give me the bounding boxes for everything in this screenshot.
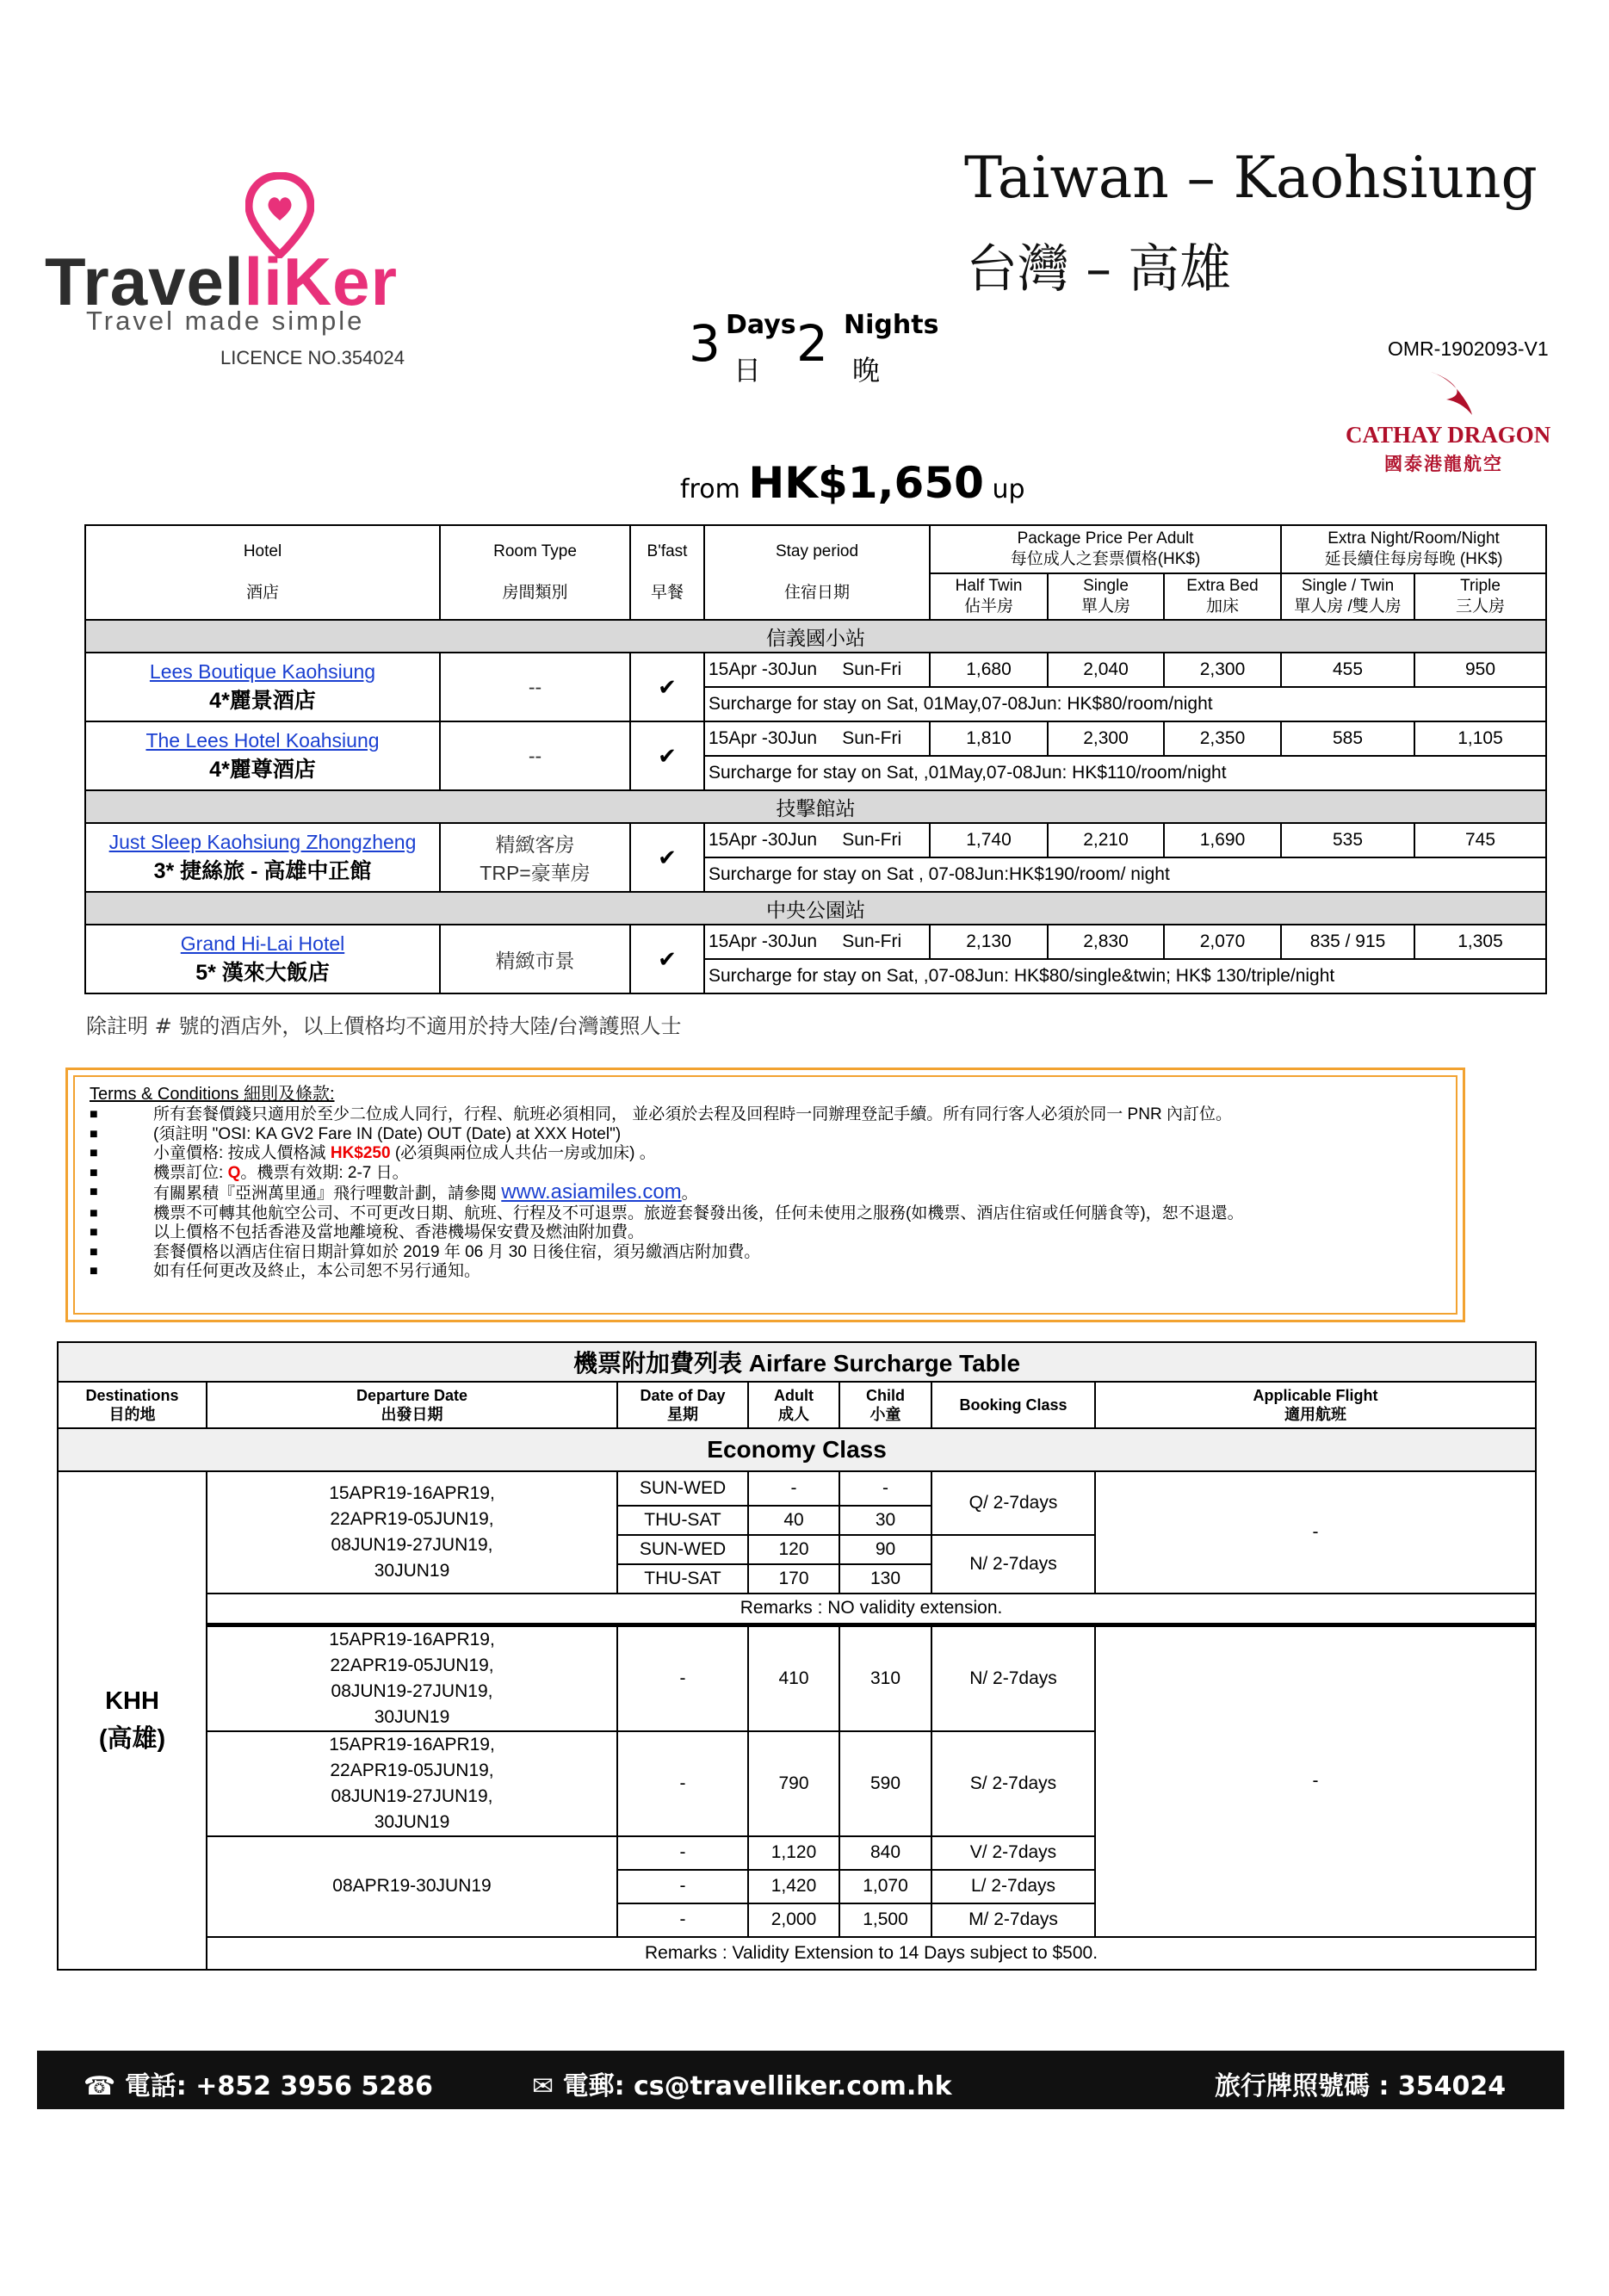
economy-class-label: Economy Class [58,1428,1536,1471]
col-room-type: Room Type 房間類別 [440,525,630,620]
room-type-cell: -- [440,721,630,790]
hotel-price-table [84,524,1547,994]
col-booking-class: Booking Class [931,1382,1095,1428]
terms-item: ■ 以上價格不包括香港及當地離境稅、香港機場保安費及燃油附加費。 [90,1223,1244,1243]
footer-phone[interactable]: ☎ 電話: +852 3956 5286 [84,2071,433,2101]
adult-fare: 120 [748,1535,839,1564]
surcharge-note: Surcharge for stay on Sat, ,01May,07-08Jun: HK$110/room/night [704,756,1546,790]
day-of-week: - [617,1836,748,1870]
adult-fare: 2,000 [748,1903,839,1937]
breakfast-check-icon: ✔ [630,925,704,993]
price-extra-bed: 2,350 [1164,721,1281,756]
child-fare: 590 [839,1731,931,1836]
nights-number: 2 [796,314,828,373]
price-extra-bed: 1,690 [1164,823,1281,857]
applicable-flight: - [1095,1625,1536,1937]
title-english: Taiwan – Kaohsiung [964,145,1538,211]
surcharge-note: Surcharge for stay on Sat , 07-08Jun:HK$190/room/ night [704,857,1546,892]
station-header: 信義國小站 [85,620,1546,653]
price-triple: 1,105 [1414,721,1546,756]
breakfast-check-icon: ✔ [630,653,704,721]
departure-dates: 15APR19-16APR19, 22APR19-05JUN19, 08JUN19-27JUN19, 30JUN19 [207,1471,617,1594]
footer-email[interactable]: ✉ 電郵: cs@travelliker.com.hk [532,2071,952,2101]
room-type-cell: -- [440,653,630,721]
hotel-name-cell [85,925,440,993]
terms-item: ■ 機票訂位: Q。機票有效期: 2-7 日。 [90,1164,1244,1184]
col-destinations: Destinations 目的地 [58,1382,207,1428]
terms-item: ■ 所有套餐價錢只適用於至少二位成人同行，行程、航班必須相同， 並必須於去程及回程時一同辦理登記手續。所有同行客人必須於同一 PNR 內訂位。 [90,1105,1244,1125]
day-of-week: THU-SAT [617,1564,748,1594]
licence-number: LICENCE NO.354024 [220,347,405,368]
day-of-week: - [617,1731,748,1836]
hotel-row [85,721,1546,756]
child-fare: 310 [839,1625,931,1731]
airline-name-zh: 國泰港龍航空 [1384,454,1503,474]
terms-item: ■ 小童價格: 按成人價格減 HK$250 (必須與兩位成人共佔一房或加床) 。 [90,1144,1244,1164]
price-triple: 1,305 [1414,925,1546,959]
footer-bar [37,2051,1564,2109]
hotel-row [85,823,1546,857]
day-of-week: - [617,1625,748,1731]
adult-fare: 790 [748,1731,839,1836]
child-fare: 1,500 [839,1903,931,1937]
hotel-link[interactable]: Just Sleep Kaohsiung Zhongzheng [108,830,417,853]
adult-fare: 410 [748,1625,839,1731]
price-half-twin: 1,680 [930,653,1048,687]
price-single: 2,210 [1048,823,1164,857]
child-fare: 840 [839,1836,931,1870]
price-single-twin: 455 [1281,653,1414,687]
nights-label-zh: 晚 [852,354,881,387]
price-single: 2,830 [1048,925,1164,959]
adult-fare: 40 [748,1506,839,1535]
remarks-2: Remarks : Validity Extension to 14 Days subject to $500. [207,1937,1536,1970]
col-extra-bed: Extra Bed 加床 [1164,573,1281,620]
price-single: 2,040 [1048,653,1164,687]
col-hotel: Hotel 酒店 [85,525,440,620]
adult-fare: - [748,1471,839,1506]
hotel-link[interactable]: The Lees Hotel Koahsiung [145,728,380,752]
surcharge-note: Surcharge for stay on Sat, 01May,07-08Jun: HK$80/room/night [704,687,1546,721]
airfare-surcharge-table [57,1341,1537,1971]
departure-dates: 08APR19-30JUN19 [207,1836,617,1937]
hotel-row [85,653,1546,687]
col-single: Single 單人房 [1048,573,1164,620]
airline-name: CATHAY DRAGON [1346,422,1551,448]
price-single-twin: 585 [1281,721,1414,756]
hotel-name-cell [85,721,440,790]
hotel-name-zh: 4*麗尊酒店 [209,757,316,782]
adult-fare: 170 [748,1564,839,1594]
hotel-link[interactable]: Lees Boutique Kaohsiung [149,659,376,683]
station-header: 技擊館站 [85,790,1546,823]
col-child: Child 小童 [839,1382,931,1428]
price-triple: 950 [1414,653,1546,687]
booking-class: N/ 2-7days [931,1625,1095,1731]
price-half-twin: 2,130 [930,925,1048,959]
brand-tagline: Travel made simple [86,306,365,336]
terms-item: ■ (須註明 "OSI: KA GV2 Fare IN (Date) OUT (Date) at XXX Hotel") [90,1125,1244,1145]
days-label: Days [726,310,796,340]
col-stay-period: Stay period 住宿日期 [704,525,930,620]
breakfast-check-icon: ✔ [630,721,704,790]
col-departure-date: Departure Date 出發日期 [207,1382,617,1428]
booking-class: V/ 2-7days [931,1836,1095,1870]
col-single-twin: Single / Twin 單人房 /雙人房 [1281,573,1414,620]
col-adult: Adult 成人 [748,1382,839,1428]
hotel-name-zh: 4*麗景酒店 [209,688,316,713]
day-of-week: SUN-WED [617,1471,748,1506]
days-number: 3 [689,314,721,373]
remarks-1: Remarks : NO validity extension. [207,1594,1536,1625]
price-from: from HK$1,650 up [680,458,1025,508]
price-single-twin: 835 / 915 [1281,925,1414,959]
hotel-name-cell [85,653,440,721]
terms-list [90,1105,1244,1282]
col-breakfast: B'fast 早餐 [630,525,704,620]
booking-class: M/ 2-7days [931,1903,1095,1937]
price-triple: 745 [1414,823,1546,857]
price-half-twin: 1,810 [930,721,1048,756]
col-package-price: Package Price Per Adult 每位成人之套票價格(HK$) [930,525,1281,573]
airline-dragon-icon [1422,368,1474,418]
departure-dates: 15APR19-16APR19, 22APR19-05JUN19, 08JUN19-27JUN19, 30JUN19 [207,1625,617,1731]
child-fare: 30 [839,1506,931,1535]
terms-item: ■ 機票不可轉其他航空公司、不可更改日期、航班、行程及不可退票。旅遊套餐發出後，任何未使用之服務(如機票、酒店住宿或任何膳食等)，恕不退還。 [90,1204,1244,1224]
surcharge-caption: 機票附加費列表 Airfare Surcharge Table [58,1342,1536,1382]
brand-logo: TravelliKer [45,244,398,319]
departure-dates: 15APR19-16APR19, 22APR19-05JUN19, 08JUN19-27JUN19, 30JUN19 [207,1731,617,1836]
hotel-name-cell [85,823,440,892]
col-extra-night: Extra Night/Room/Night 延長續住每房每晚 (HK$) [1281,525,1546,573]
price-extra-bed: 2,300 [1164,653,1281,687]
stay-cell: 15Apr -30Jun Sun-Fri [704,823,930,857]
hotel-link[interactable]: Grand Hi-Lai Hotel [180,931,345,955]
col-half-twin: Half Twin 佔半房 [930,573,1048,620]
adult-fare: 1,420 [748,1870,839,1903]
child-fare: 1,070 [839,1870,931,1903]
booking-class: N/ 2-7days [931,1535,1095,1594]
passport-note: 除註明 # 號的酒店外，以上價格均不適用於持大陸/台灣護照人士 [86,1014,682,1038]
child-fare: 130 [839,1564,931,1594]
price-single-twin: 535 [1281,823,1414,857]
price-single: 2,300 [1048,721,1164,756]
days-label-zh: 日 [733,354,762,387]
booking-class: L/ 2-7days [931,1870,1095,1903]
price-half-twin: 1,740 [930,823,1048,857]
terms-item: ■ 如有任何更改及終止，本公司恕不另行通知。 [90,1262,1244,1282]
price-extra-bed: 2,070 [1164,925,1281,959]
destination-cell: KHH (高雄) [58,1471,207,1970]
terms-title: Terms & Conditions 細則及條款: [90,1085,335,1104]
day-of-week: - [617,1903,748,1937]
booking-class: S/ 2-7days [931,1731,1095,1836]
price-amount: HK$1,650 [748,458,984,508]
day-of-week: SUN-WED [617,1535,748,1564]
breakfast-check-icon: ✔ [630,823,704,892]
room-type-cell: 精緻客房 TRP=豪華房 [440,823,630,892]
station-header: 中央公園站 [85,892,1546,925]
col-applicable-flight: Applicable Flight 適用航班 [1095,1382,1536,1428]
child-fare: - [839,1471,931,1506]
day-of-week: THU-SAT [617,1506,748,1535]
hotel-name-zh: 3* 捷絲旅 - 高雄中正館 [153,858,372,883]
nights-label: Nights [844,310,939,340]
stay-cell: 15Apr -30Jun Sun-Fri [704,653,930,687]
hotel-name-zh: 5* 漢來大飯店 [195,960,330,985]
stay-cell: 15Apr -30Jun Sun-Fri [704,721,930,756]
terms-item: ■ 套餐價格以酒店住宿日期計算如於 2019 年 06 月 30 日後住宿，須另繳酒店附加費。 [90,1243,1244,1263]
footer-licence: 旅行牌照號碼 : 354024 [1215,2071,1507,2101]
hotel-row [85,925,1546,959]
stay-cell: 15Apr -30Jun Sun-Fri [704,925,930,959]
day-of-week: - [617,1870,748,1903]
surcharge-note: Surcharge for stay on Sat, ,07-08Jun: HK$80/single&twin; HK$ 130/triple/night [704,959,1546,993]
terms-item: ■ 有關累積『亞洲萬里通』飛行哩數計劃，請參閱 www.asiamiles.com。 [90,1183,1244,1204]
product-code: OMR-1902093-V1 [1388,337,1549,360]
col-date-of-day: Date of Day 星期 [617,1382,748,1428]
room-type-cell: 精緻市景 [440,925,630,993]
col-triple: Triple 三人房 [1414,573,1546,620]
booking-class: Q/ 2-7days [931,1471,1095,1535]
title-chinese: 台灣 – 高雄 [966,239,1232,300]
applicable-flight: - [1095,1471,1536,1594]
child-fare: 90 [839,1535,931,1564]
adult-fare: 1,120 [748,1836,839,1870]
asiamiles-link[interactable]: www.asiamiles.com [501,1180,682,1204]
